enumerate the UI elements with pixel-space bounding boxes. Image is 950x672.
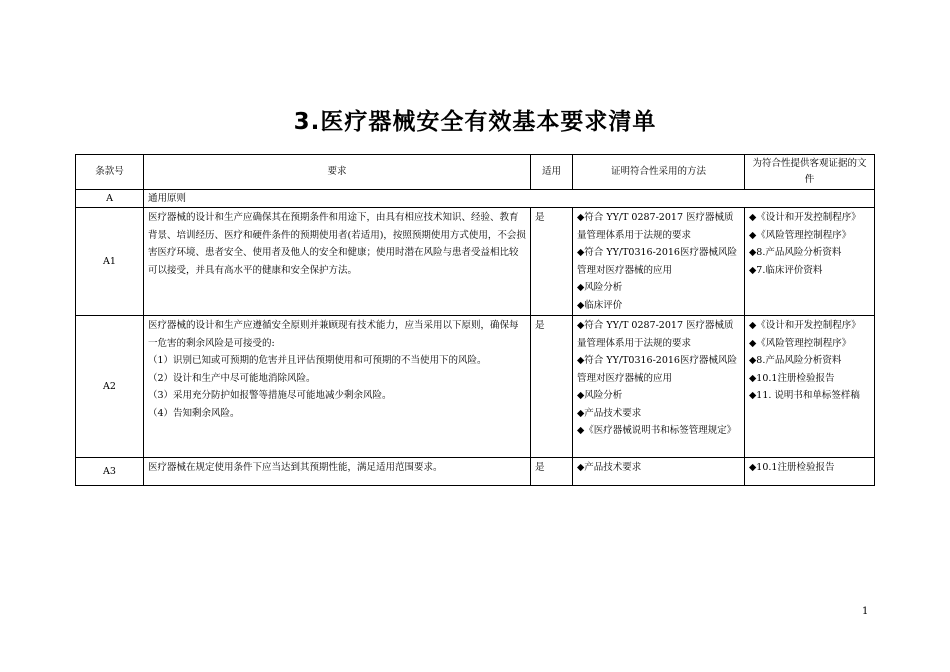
section-row xyxy=(76,190,875,208)
header-requirement: 要求 xyxy=(144,155,531,190)
method-cell-item: ◆符合 YY/T0316-2016医疗器械风险管理对医疗器械的应用 xyxy=(577,355,737,384)
evidence-cell-item: ◆7.临床评价资料 xyxy=(749,264,823,276)
evidence-cell xyxy=(745,208,875,316)
method-cell-item: ◆风险分析 xyxy=(577,390,623,401)
method-cell-item: ◆产品技术要求 xyxy=(577,462,642,473)
method-cell xyxy=(573,458,745,486)
table-row xyxy=(76,458,875,486)
evidence-cell xyxy=(745,458,875,486)
section-id: A xyxy=(76,190,144,208)
requirement-cell-item: （1）识别已知或可预期的危害并且评估预期使用和可预期的不当使用下的风险。 xyxy=(148,355,487,366)
clause-id: A3 xyxy=(76,458,144,486)
requirement-cell xyxy=(144,458,531,486)
evidence-cell-item: ◆10.1注册检验报告 xyxy=(749,372,835,384)
applicable-cell: 是 xyxy=(531,458,573,486)
page-title: 3.医疗器械安全有效基本要求清单 xyxy=(293,109,657,135)
clause-id: A2 xyxy=(76,316,144,458)
requirement-cell xyxy=(144,316,531,458)
table-header-row xyxy=(76,155,875,190)
method-cell-item: ◆临床评价 xyxy=(577,299,623,311)
evidence-cell-item: ◆《设计和开发控制程序》 xyxy=(749,212,861,223)
applicable-cell: 是 xyxy=(531,316,573,458)
requirement-cell-item: （2）设计和生产中尽可能地消除风险。 xyxy=(148,372,316,384)
clause-id: A1 xyxy=(76,208,144,316)
method-cell-item: ◆《医疗器械说明书和标签管理规定》 xyxy=(577,425,737,436)
method-cell xyxy=(573,208,745,316)
requirement-cell xyxy=(144,208,531,316)
header-evidence: 为符合性提供客观证据的文件 xyxy=(745,155,875,190)
applicable-cell: 是 xyxy=(531,208,573,316)
page-number: 1 xyxy=(862,606,869,617)
evidence-cell xyxy=(745,316,875,458)
table-row xyxy=(76,316,875,458)
table-row xyxy=(76,208,875,316)
method-cell-item: ◆风险分析 xyxy=(577,282,623,293)
method-cell-item: ◆符合 YY/T 0287-2017 医疗器械质量管理体系用于法规的要求 xyxy=(577,320,734,349)
evidence-cell-item: ◆《设计和开发控制程序》 xyxy=(749,320,861,331)
method-cell-item: ◆产品技术要求 xyxy=(577,407,642,419)
header-clause-no: 条款号 xyxy=(76,155,144,190)
header-method: 证明符合性采用的方法 xyxy=(573,155,745,190)
requirement-cell-item: 医疗器械的设计和生产应确保其在预期条件和用途下，由具有相应技术知识、经验、教育背景、培训经历、医疗和硬件条件的预期使用者(若适用)，按照预期使用方式使用，不会损害医疗环境、患者安全、使用者及他人的安全和健康；使用时潜在风险与患者受益相比较可以接受，并具有高水平的健康和安全保护方法。 xyxy=(148,212,526,276)
requirement-cell-item: （3）采用充分防护如报警等措施尽可能地减少剩余风险。 xyxy=(148,390,392,401)
evidence-cell-item: ◆8.产品风险分析资料 xyxy=(749,247,842,258)
requirements-table xyxy=(75,154,875,486)
requirement-cell-item: （4）告知剩余风险。 xyxy=(148,407,240,419)
evidence-cell-item: ◆《风险管理控制程序》 xyxy=(749,229,852,241)
method-cell-item: ◆符合 YY/T 0287-2017 医疗器械质量管理体系用于法规的要求 xyxy=(577,212,734,241)
section-label: 通用原则 xyxy=(144,190,875,208)
header-applicable: 适用 xyxy=(531,155,573,190)
method-cell xyxy=(573,316,745,458)
evidence-cell-item: ◆10.1注册检验报告 xyxy=(749,462,835,473)
evidence-cell-item: ◆8.产品风险分析资料 xyxy=(749,355,842,366)
method-cell-item: ◆符合 YY/T0316-2016医疗器械风险管理对医疗器械的应用 xyxy=(577,247,737,276)
requirement-cell-item: 医疗器械的设计和生产应遵循安全原则并兼顾现有技术能力，应当采用以下原则，确保每一危害的剩余风险是可接受的: xyxy=(148,320,519,349)
evidence-cell-item: ◆11. 说明书和单标签样稿 xyxy=(749,390,860,401)
requirement-cell-item: 医疗器械在规定使用条件下应当达到其预期性能，满足适用范围要求。 xyxy=(148,462,443,473)
evidence-cell-item: ◆《风险管理控制程序》 xyxy=(749,337,852,349)
